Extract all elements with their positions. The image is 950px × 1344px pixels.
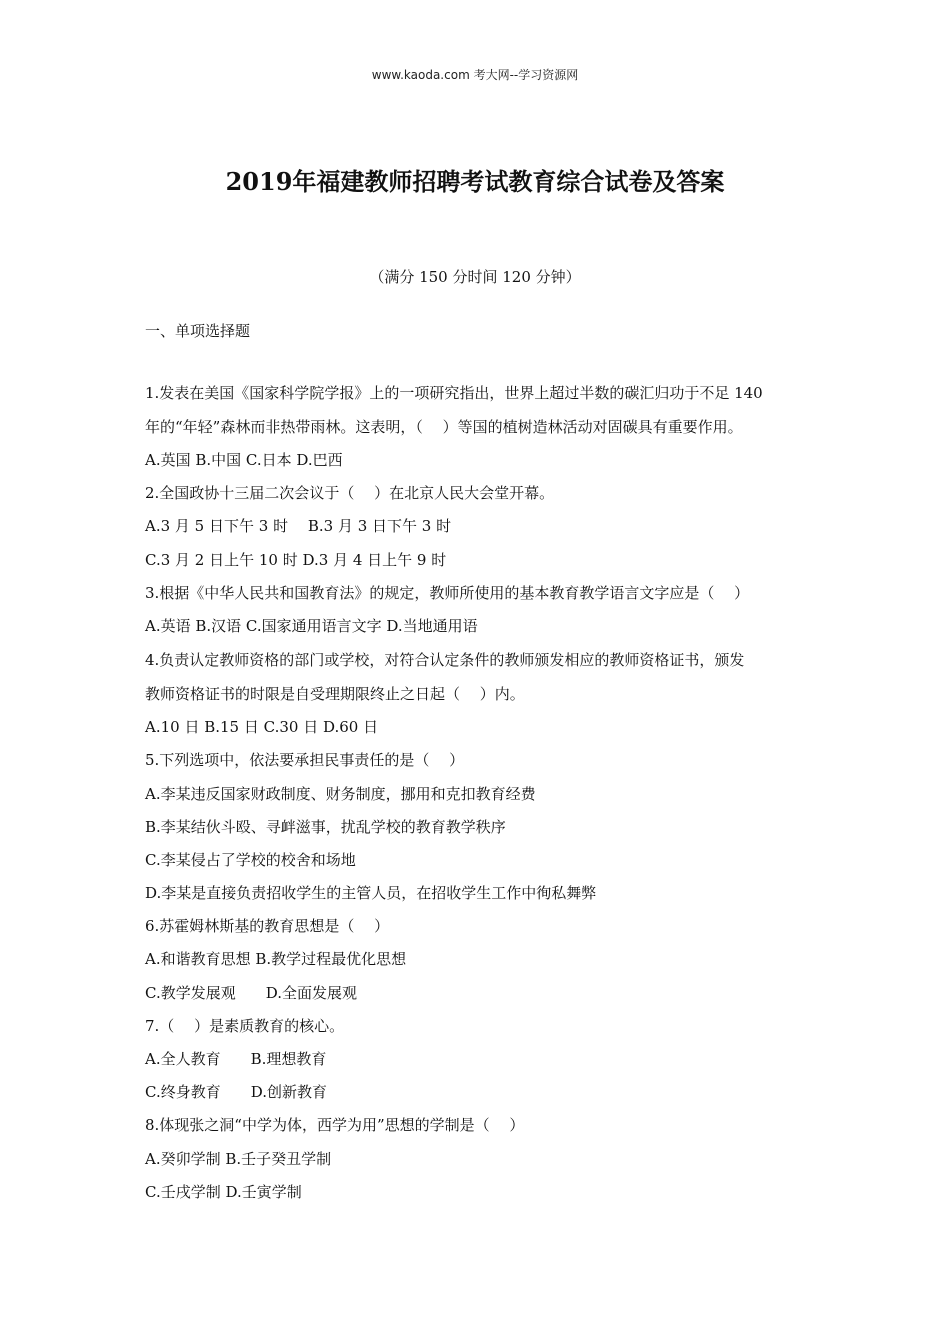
question-7-options-ab: A.全人教育 B.理想教育 (145, 1050, 327, 1068)
question-5-option-b: B.李某结伙斗殴、寻衅滋事，扰乱学校的教育教学秩序 (145, 817, 506, 836)
question-5-option-d: D.李某是直接负责招收学生的主管人员，在招收学生工作中徇私舞弊 (145, 884, 597, 903)
question-4-line-1: 4.负责认定教师资格的部门或学校，对符合认定条件的教师颁发相应的教师资格证书，颁发 (145, 651, 745, 670)
exam-info: （满分 150 分时间 120 分钟） (369, 268, 581, 286)
question-4-line-2: 教师资格证书的时限是自受理期限终止之日起（ ）内。 (145, 685, 525, 704)
question-1-line-2: 年的“年轻”森林而非热带雨林。这表明，（ ）等国的植树造林活动对固碳具有重要作用。 (145, 418, 743, 436)
section-heading: 一、单项选择题 (145, 322, 251, 340)
question-4-options: A.10 日 B.15 日 C.30 日 D.60 日 (145, 718, 379, 737)
question-8-options-cd: C.壬戌学制 D.壬寅学制 (145, 1182, 302, 1201)
page-header-site: www.kaoda.com 考大网--学习资源网 (371, 68, 579, 82)
question-list (145, 376, 813, 1209)
question-5-option-c: C.李某侵占了学校的校舍和场地 (145, 850, 356, 869)
question-5-stem: 5.下列选项中，依法要承担民事责任的是（ ） (145, 751, 465, 770)
question-1-line-1: 1.发表在美国《国家科学院学报》上的一项研究指出，世界上超过半数的碳汇归功于不足 140 (145, 384, 763, 402)
question-1-options: A.英国 B.中国 C.日本 D.巴西 (145, 451, 343, 469)
question-3-options: A.英语 B.汉语 C.国家通用语言文字 D.当地通用语 (145, 616, 478, 635)
document-title: 2019年福建教师招聘考试教育综合试卷及答案 (225, 167, 725, 196)
question-6-stem: 6.苏霍姆林斯基的教育思想是（ ） (145, 917, 390, 936)
question-2-options-ab: A.3 月 5 日下午 3 时 B.3 月 3 日下午 3 时 (145, 517, 452, 536)
question-2-stem: 2.全国政协十三届二次会议于（ ）在北京人民大会堂开幕。 (145, 484, 555, 503)
question-3-stem: 3.根据《中华人民共和国教育法》的规定，教师所使用的基本教育教学语言文字应是（ ） (145, 583, 750, 602)
question-8-options-ab: A.癸卯学制 B.壬子癸丑学制 (145, 1149, 332, 1168)
question-5-option-a: A.李某违反国家财政制度、财务制度，挪用和克扣教育经费 (145, 784, 536, 803)
question-7-stem: 7.（ ）是素质教育的核心。 (145, 1016, 345, 1035)
question-6-options-cd: C.教学发展观 D.全面发展观 (145, 983, 357, 1002)
question-7-options-cd: C.终身教育 D.创新教育 (145, 1083, 327, 1102)
question-8-stem: 8.体现张之洞“中学为体，西学为用”思想的学制是（ ） (145, 1116, 525, 1135)
question-2-options-cd: C.3 月 2 日上午 10 时 D.3 月 4 日上午 9 时 (145, 550, 447, 569)
question-6-options-ab: A.和谐教育思想 B.教学过程最优化思想 (145, 950, 407, 969)
